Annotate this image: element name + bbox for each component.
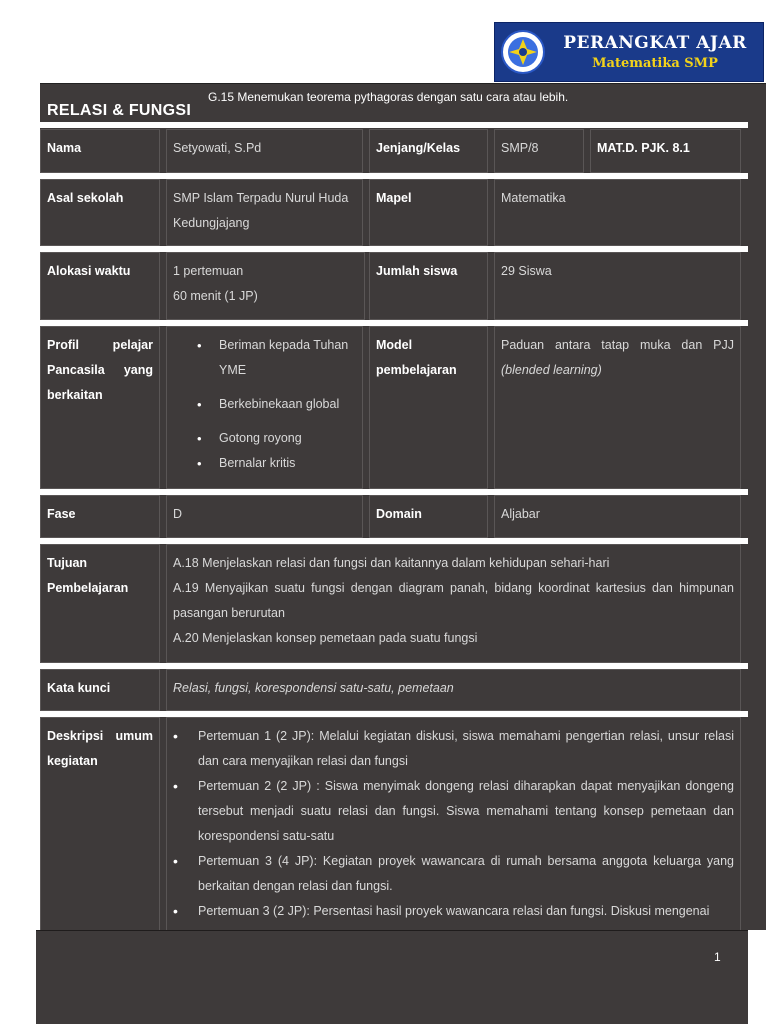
- banner-subtitle: Matematika SMP: [592, 56, 718, 71]
- domain-label: Domain: [369, 495, 488, 538]
- asal-sekolah-value: SMP Islam Terpadu Nurul Huda Kedungjajang: [166, 179, 363, 246]
- perangkat-ajar-banner: [494, 22, 764, 82]
- domain-value: Aljabar: [494, 495, 741, 538]
- jenjang-value: SMP/8: [494, 129, 584, 173]
- document-code: MAT.D. PJK. 8.1: [590, 129, 741, 173]
- deskripsi-item: • Pertemuan 3 (4 JP): Kegiatan proyek wawancara di rumah bersama anggota keluarga yang berkaitan dengan relasi dan fungsi.: [173, 849, 734, 899]
- sheet-right-strip: [748, 124, 766, 864]
- header-note: G.15 Menemukan teorema pythagoras dengan satu cara atau lebih.: [208, 90, 569, 104]
- model-value-main: Paduan antara tatap muka dan PJJ: [501, 338, 734, 352]
- kata-kunci-label: Kata kunci: [40, 669, 160, 711]
- profil-item: • Bernalar kritis: [173, 451, 356, 476]
- deskripsi-item: • Pertemuan 1 (2 JP): Melalui kegiatan diskusi, siswa memahami pengertian relasi, unsur relasi dan cara menyajikan relasi dan fungsi: [173, 724, 734, 774]
- mapel-label: Mapel: [369, 179, 488, 246]
- nama-value: Setyowati, S.Pd: [166, 129, 363, 173]
- alokasi-line-2: 60 menit (1 JP): [173, 289, 258, 303]
- profil-item: • Berkebinekaan global: [173, 392, 356, 417]
- deskripsi-item: • Pertemuan 3 (2 JP): Persentasi hasil proyek wawancara relasi dan fungsi. Diskusi mengenai: [173, 899, 734, 924]
- jenjang-label: Jenjang/Kelas: [369, 129, 488, 173]
- tut-wuri-handayani-emblem-icon: [499, 28, 547, 76]
- profil-item: • Gotong royong: [173, 426, 356, 451]
- profil-item: • Beriman kepada Tuhan YME: [173, 333, 356, 383]
- profil-pelajar-label: Profil pelajar Pancasila yang berkaitan: [40, 326, 160, 489]
- deskripsi-kegiatan-list: [166, 717, 741, 930]
- nama-label: Nama: [40, 129, 160, 173]
- tujuan-item: A.18 Menjelaskan relasi dan fungsi dan kaitannya dalam kehidupan sehari-hari: [173, 556, 610, 570]
- model-pembelajaran-label: Model pembelajaran: [369, 326, 488, 489]
- tujuan-item: A.20 Menjelaskan konsep pemetaan pada suatu fungsi: [173, 631, 478, 645]
- page-footer: [36, 930, 748, 1024]
- profil-pelajar-list: [166, 326, 363, 489]
- deskripsi-item: • Pertemuan 2 (2 JP) : Siswa menyimak dongeng relasi diharapkan dapat menyajikan dongeng tersebut menjadi suatu relasi dan fungsi. Siswa memahami tentang konsep pemetaan dan korespondensi satu-satu: [173, 774, 734, 849]
- fase-label: Fase: [40, 495, 160, 538]
- jumlah-siswa-label: Jumlah siswa: [369, 252, 488, 320]
- alokasi-waktu-label: Alokasi waktu: [40, 252, 160, 320]
- mapel-value: Matematika: [494, 179, 741, 246]
- model-pembelajaran-value: [494, 326, 741, 489]
- fase-value: D: [166, 495, 363, 538]
- alokasi-line-1: 1 pertemuan: [173, 264, 244, 278]
- document-title: RELASI & FUNGSI: [47, 102, 192, 119]
- deskripsi-kegiatan-label: Deskripsi umum kegiatan: [40, 717, 160, 930]
- kata-kunci-value: Relasi, fungsi, korespondensi satu-satu, pemetaan: [166, 669, 741, 711]
- alokasi-waktu-value: [166, 252, 365, 320]
- banner-title: PERANGKAT AJAR: [563, 33, 747, 53]
- page-number: 1: [714, 950, 721, 964]
- jumlah-siswa-value: 29 Siswa: [494, 252, 741, 320]
- tujuan-pembelajaran-list: [166, 544, 741, 663]
- asal-sekolah-label: Asal sekolah: [40, 179, 160, 246]
- model-value-italic: (blended learning): [501, 363, 602, 377]
- row-divider: [40, 122, 748, 128]
- tujuan-pembelajaran-label: Tujuan Pembelajaran: [40, 544, 160, 663]
- tujuan-item: A.19 Menyajikan suatu fungsi dengan diagram panah, bidang koordinat kartesius dan himpunan pasangan berurutan: [173, 581, 734, 620]
